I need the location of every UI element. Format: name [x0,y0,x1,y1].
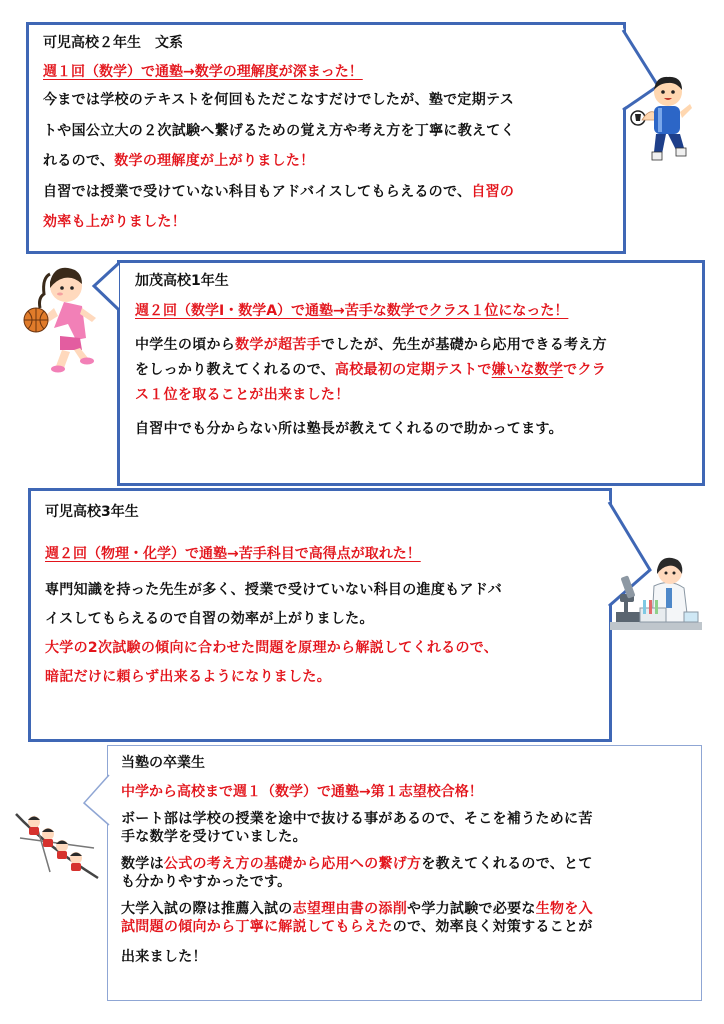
body-line [135,418,563,438]
body-text: 中学生の頃から [135,337,236,353]
body-line [121,826,307,846]
highlight-text: 高校最初の定期テストで [334,362,492,378]
card-headline: 週１回（数学）で通塾→数学の理解度が深まった！ [43,64,363,80]
body-line [43,150,314,170]
card-title: 当塾の卒業生 [121,755,205,771]
highlight-text: 数学が超苦手 [235,337,321,353]
highlight-text: 大学の2次試験の傾向に合わせた問題を原理から解説してくれるので、 [45,640,499,656]
body-line [45,666,331,686]
body-text: 今までは学校のテキストを何回もただこなすだけでしたが、塾で定期テス [43,92,515,108]
body-text: 自習中でも分からない所は塾長が教えてくれるので助かってます。 [135,421,563,437]
highlight-text: 暗記だけに頼らず出来るようになりました。 [45,669,331,685]
body-line [135,334,607,354]
highlight-text: ス１位を取ることが出来ました！ [135,387,350,403]
body-text: や学力試験で必要な [407,901,536,917]
body-line [121,946,207,966]
body-line [121,808,593,828]
scientist-illustration [610,552,702,634]
body-text: 手な数学を受けていました。 [121,829,307,845]
body-text: ボート部は学校の授業を途中で抜ける事があるので、そこを補うために苦 [121,811,593,827]
body-line [43,211,186,231]
card-title: 加茂高校1年生 [135,273,229,289]
body-line [45,579,502,599]
highlight-text: 効率も上がりました！ [43,214,186,230]
card-headline: 週２回（物理・化学）で通塾→苦手科目で高得点が取れた！ [45,546,421,562]
body-line [45,637,498,657]
highlight-text: 生物を入 [535,901,593,917]
card-headline: 中学から高校まで週１（数学）で通塾→第１志望校合格！ [121,784,483,800]
body-text: 大学入試の際は推薦入試の [121,901,293,917]
highlight-text: 数学の理解度が上がりました！ [114,153,315,169]
card-title: 可児高校3年生 [45,504,139,520]
highlight-text: 自習の [471,183,515,200]
body-line [121,853,593,873]
body-line [135,359,606,379]
body-text: をしっかり教えてくれるので、 [135,362,335,378]
body-line [43,89,514,109]
highlight-text: 志望理由書の添削 [292,901,408,917]
card-headline: 週２回（数学Ⅰ・数学A）で通塾→苦手な数学でクラス１位になった！ [135,303,569,319]
body-line [121,871,291,891]
body-text: 自習では授業で受けていない科目もアドバイスしてもらえるので、 [43,183,472,200]
body-text: 数学は [121,856,164,872]
highlight-text: 公式の考え方の基礎から応用への繋げ方 [163,856,422,872]
highlight-text: でクラ [563,362,607,378]
body-text: を教えてくれるので、とて [421,856,593,872]
body-line [135,384,350,404]
body-text: れるので、 [43,153,115,169]
body-text: でしたが、先生が基礎から応用できる考え方 [320,337,607,353]
body-line [45,608,374,628]
rowing-team-illustration [14,808,100,882]
basketball-player-illustration [20,258,108,376]
soccer-player-illustration [628,68,694,164]
body-line [121,916,593,936]
body-text: イスしてもらえるので自習の効率が上がりました。 [45,611,374,627]
body-text: ので、効率良く対策することが [392,919,593,935]
body-line [121,898,593,918]
body-line [43,120,515,140]
body-text: トや国公立大の２次試験へ繋げるための覚え方や考え方を丁寧に教えてく [43,122,515,139]
body-line [43,181,514,201]
body-text: 出来ました！ [121,949,207,965]
testimonial-card-3 [28,488,612,742]
highlight-text: 嫌いな数学 [491,362,564,378]
testimonial-card-2 [117,260,705,486]
card-title: 可児高校２年生 文系 [43,35,183,51]
testimonial-card-1 [26,22,626,254]
body-text: 専門知識を持った先生が多く、授業で受けていない科目の進度もアドバ [45,582,503,598]
testimonial-card-4 [107,745,702,1001]
body-text: も分かりやすかったです。 [121,874,292,890]
highlight-text: 試問題の傾向から丁寧に解説してもらえた [121,919,393,935]
